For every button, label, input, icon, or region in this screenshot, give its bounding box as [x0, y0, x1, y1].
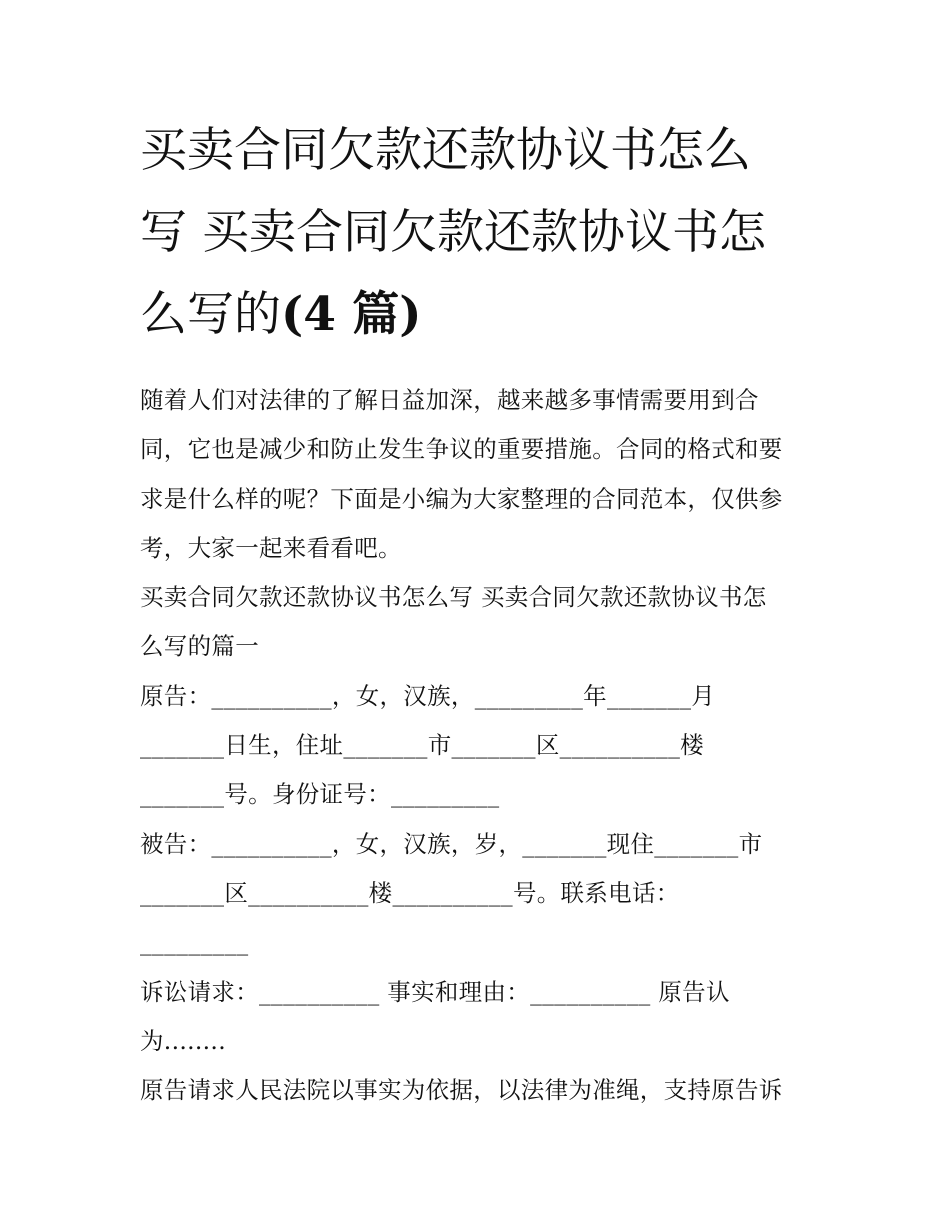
plaintiff-line: _______号。身份证号：_________: [140, 780, 500, 809]
body-line: 同，它也是减少和防止发生争议的重要措施。合同的格式和要: [140, 435, 783, 464]
plaintiff-line: _______日生，住址_______市_______区__________楼: [140, 731, 704, 760]
defendant-line: _______区__________楼__________号。联系电话：: [140, 878, 680, 907]
defendant-line: _________: [140, 928, 249, 957]
document-title: [140, 110, 820, 356]
body-line: 随着人们对法律的了解日益加深，越来越多事情需要用到合: [140, 386, 759, 414]
body-line: 求是什么样的呢？下面是小编为大家整理的合同范本，仅供参: [140, 484, 783, 513]
section-heading-line: 么写的篇一: [140, 632, 259, 661]
plaintiff-line: 原告：__________，女，汉族，_________年_______月: [140, 681, 716, 710]
title-count: (4 篇): [281, 287, 422, 342]
document-page: [140, 110, 820, 1115]
title-line-3-text: 么写的: [140, 287, 281, 342]
title-line-2: 写 买卖合同欠款还款协议书怎: [140, 205, 766, 260]
title-spacer: [140, 356, 820, 376]
claim-line: 为........: [140, 1026, 226, 1055]
body-line: 考，大家一起来看看吧。: [140, 533, 402, 562]
request-line: 原告请求人民法院以事实为依据，以法律为准绳，支持原告诉: [140, 1076, 783, 1105]
title-line-3: [140, 274, 820, 356]
document-body: [140, 376, 820, 1115]
claim-line: 诉讼请求：__________ 事实和理由：__________ 原告认: [140, 977, 730, 1006]
defendant-line: 被告：__________，女，汉族，岁，_______现住_______市: [140, 829, 763, 858]
title-line-1: 买卖合同欠款还款协议书怎么: [140, 123, 751, 178]
section-heading-line: 买卖合同欠款还款协议书怎么写 买卖合同欠款还款协议书怎: [140, 583, 767, 612]
